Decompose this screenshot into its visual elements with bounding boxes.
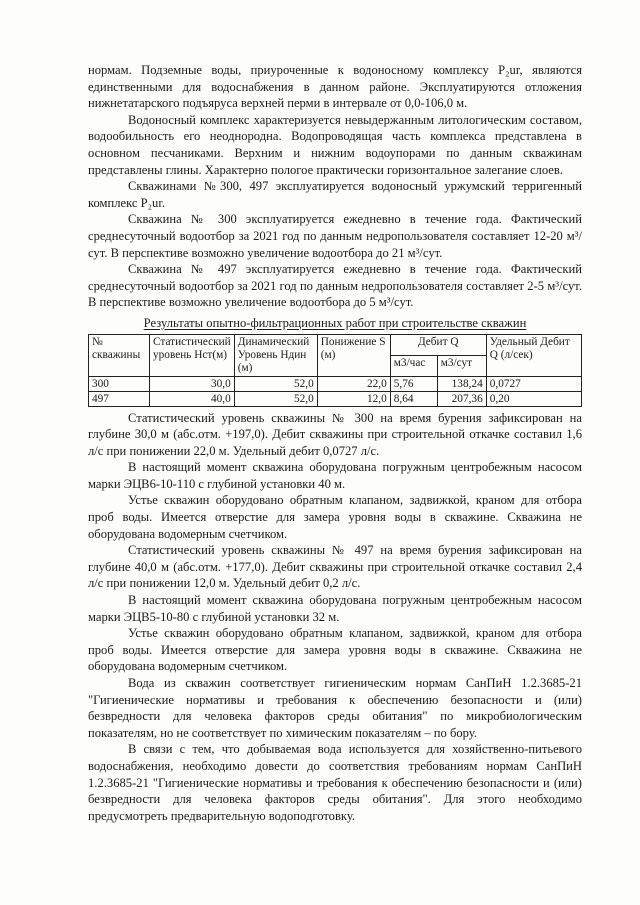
- paragraph-well-497-usage: Скважина № 497 эксплуатируется ежедневно в течение года. Фактический среднесуточный водоотбор за 2021 год по данным недропользователя составляет 2-5 м³/сут. В перспективе возможно увеличение водоотбора до 5 м³/сут.: [88, 262, 582, 310]
- cell-static-level: 30,0: [150, 376, 235, 391]
- header-debit-per-hour: м3/час: [390, 355, 437, 376]
- header-static-level: Статистический уровень Нст(м): [150, 334, 235, 376]
- cell-well-number: 300: [89, 376, 150, 391]
- table-caption: Результаты опытно-фильтрационных работ при строительстве скважин: [143, 315, 527, 330]
- cell-specific-debit: 0,20: [486, 391, 581, 406]
- paragraph-aquifer-intro: нормам. Подземные воды, приуроченные к водоносному комплексу P₂ur, являются единственными для водоснабжения в данном районе. Эксплуатируются отложения нижнетатарского подъяруса верхней перми в интервале от 0,0-106,0 м.: [88, 63, 582, 111]
- header-debit: Дебит Q: [390, 334, 486, 355]
- table-header-row: [89, 334, 582, 355]
- cell-drawdown: 12,0: [317, 391, 390, 406]
- paragraph-well-300-pump: В настоящий момент скважина оборудована погружным центробежным насосом марки ЭЦВ6-10-110 с глубиной установки 40 м.: [88, 460, 582, 491]
- header-specific-debit: Удельный Дебит Q (л/сек): [486, 334, 581, 376]
- cell-specific-debit: 0,0727: [486, 376, 581, 391]
- cell-dynamic-level: 52,0: [234, 391, 317, 406]
- table-row: [89, 376, 582, 391]
- cell-debit-per-day: 207,36: [437, 391, 486, 406]
- cell-static-level: 40,0: [150, 391, 235, 406]
- cell-dynamic-level: 52,0: [234, 376, 317, 391]
- paragraph-well-300-usage: Скважина № 300 эксплуатируется ежедневно в течение года. Фактический среднесуточный водоотбор за 2021 год по данным недропользователя составляет 12-20 м³/сут. В перспективе возможно увеличение водоотбора до 21 м³/сут.: [88, 212, 582, 260]
- header-well-number: № скважины: [89, 334, 150, 376]
- cell-debit-per-hour: 5,76: [390, 376, 437, 391]
- cell-debit-per-hour: 8,64: [390, 391, 437, 406]
- paragraph-water-quality: Вода из скважин соответствует гигиеническим нормам СанПиН 1.2.3685-21 "Гигиенические нормативы и требования к обеспечению безопасности и (или) безвредности для человека факторов среды обитания" по микробиологическим показателям, но не соответствует по химическим показателям – по бору.: [88, 676, 582, 740]
- cell-well-number: 497: [89, 391, 150, 406]
- cell-drawdown: 22,0: [317, 376, 390, 391]
- header-drawdown: Понижение S (м): [317, 334, 390, 376]
- paragraph-well-300-static-level: Статистический уровень скважины № 300 на время бурения зафиксирован на глубине 30,0 м (абс.отм. +197,0). Дебит скважины при строительной откачке составил 1,6 л/с при понижении 22,0 м. Удельный дебит 0,0727 л/с.: [88, 410, 582, 458]
- table-row: [89, 391, 582, 406]
- header-dynamic-level: Динамический Уровень Ндин (м): [234, 334, 317, 376]
- paragraph-well-497-pump: В настоящий момент скважина оборудована погружным центробежным насосом марки ЭЦВ5-10-80 с глубиной установки 32 м.: [88, 593, 582, 624]
- paragraph-aquifer-description: Водоносный комплекс характеризуется невыдержанным литологическим составом, водообильность его неоднородна. Водопроводящая часть комплекса представлена в основном песчаниками. Верхним и нижним водоупорами по данным скважинам представлены глины. Характерно пологое практически горизонтальное залегание слоев.: [88, 112, 582, 177]
- paragraph-well-300-equipment: Устье скважин оборудовано обратным клапаном, задвижкой, краном для отбора проб воды. Имеется отверстие для замера уровня воды в скважине. Скважина не оборудована водомерным счетчиком.: [88, 493, 582, 541]
- paragraph-wells-exploited: Скважинами №300, 497 эксплуатируется водоносный уржумский терригенный комплекс P₂ur.: [88, 179, 582, 210]
- cell-debit-per-day: 138,24: [437, 376, 486, 391]
- pumping-results-table: [88, 334, 582, 407]
- paragraph-well-497-static-level: Статистический уровень скважины № 497 на время бурения зафиксирован на глубине 40,0 м (абс.отм. +177,0). Дебит скважины при строительной откачке составил 2,4 л/с при понижении 12,0 м. Удельный дебит 0,2 л/с.: [88, 543, 582, 591]
- header-debit-per-day: м3/сут: [437, 355, 486, 376]
- paragraph-well-497-equipment: Устье скважин оборудовано обратным клапаном, задвижкой, краном для отбора проб воды. Имеется отверстие для замера уровня воды в скважине. Скважина не оборудована водомерным счетчиком.: [88, 626, 582, 674]
- paragraph-treatment-required: В связи с тем, что добываемая вода используется для хозяйственно-питьевого водоснабжения, необходимо довести до соответствия требованиям нормам СанПиН 1.2.3685-21 "Гигиенические нормативы и требования к обеспечению безопасности и (или) безвредности для человека факторов среды обитания". Для этого необходимо предусмотреть предварительную водоподготовку.: [88, 742, 582, 823]
